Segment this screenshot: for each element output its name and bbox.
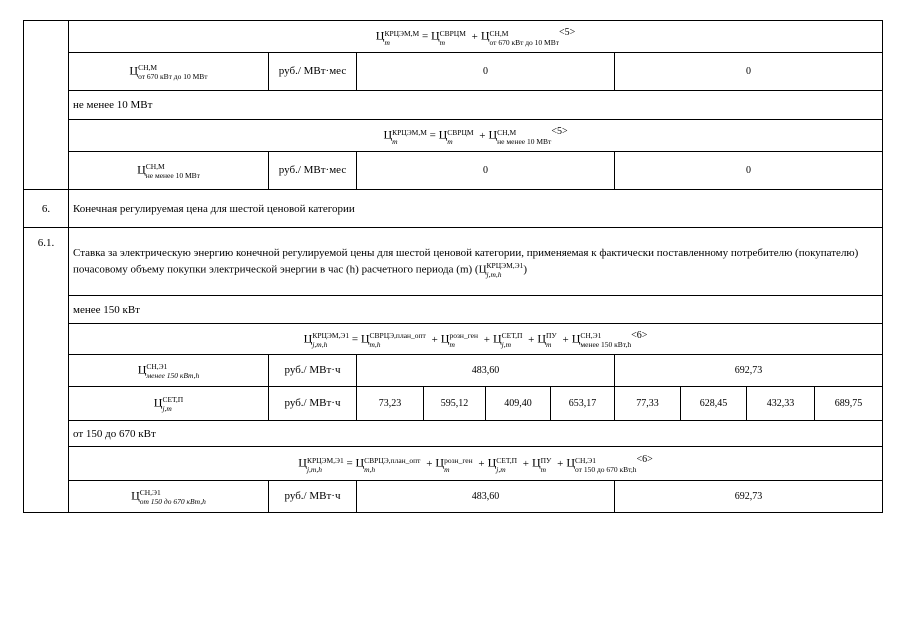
symbol-cell: Ц СН,Э1 менее 150 кВт,h	[69, 355, 269, 387]
formula: Ц КРЦЭМ,М m = Ц СВРЦМ m + Ц СН,М от 670 кВт до 10 МВт <5>	[69, 21, 883, 53]
value-cell: 692,73	[615, 481, 883, 513]
unit-cell: руб./ МВт·ч	[269, 481, 357, 513]
symbol-cell: Ц СЕТ,П j,m	[69, 387, 269, 421]
symbol-cell: Ц СН,М от 670 кВт до 10 МВт	[69, 53, 269, 91]
value-cell: 77,33	[615, 387, 681, 421]
value-cell: 0	[615, 53, 883, 91]
value-cell: 432,33	[747, 387, 815, 421]
value-cell: 483,60	[357, 355, 615, 387]
value-row-sn-m-10mw	[24, 152, 883, 190]
unit-cell: руб./ МВт·мес	[269, 53, 357, 91]
row-number-cell	[24, 21, 69, 190]
value-row-sn-e1-150-670kw	[24, 481, 883, 513]
row-number: 6.	[24, 190, 69, 228]
value-cell: 595,12	[424, 387, 486, 421]
group-heading: менее 150 кВт	[69, 296, 883, 324]
unit-cell: руб./ МВт·ч	[269, 387, 357, 421]
value-cell: 628,45	[681, 387, 747, 421]
value-cell: 0	[615, 152, 883, 190]
value-cell: 0	[357, 53, 615, 91]
formula-row-capacity-10mw	[24, 120, 883, 152]
formula-row-capacity-670kw-10mw	[24, 21, 883, 53]
value-row-sn-e1-150kw	[24, 355, 883, 387]
formula-row-150-670kw	[24, 447, 883, 481]
symbol-cell: Ц СН,Э1 от 150 до 670 кВт,h	[69, 481, 269, 513]
unit-cell: руб./ МВт·мес	[269, 152, 357, 190]
symbol-cell: Ц СН,М не менее 10 МВт	[69, 152, 269, 190]
formula: Ц КРЦЭМ,Э1 j,m,h = Ц СВРЦЭ,план_опт m,h + Ц розн_ген m + Ц СЕТ,П j,m + Ц ПУ m + Ц СН,Э1 менее 150 кВт,h <6>	[69, 324, 883, 355]
section-row-6	[24, 190, 883, 228]
section-description: Ставка за электрическую энергию конечной регулируемой цены для шестой ценовой категории, применяемая к фактически поставленному потребителю (покупателю) почасовому объему покупки электрической энергии в час (h) расчетного периода (m) (Ц КРЦЭМ,Э1 j,m,h )	[69, 228, 883, 296]
group-heading: от 150 до 670 кВт	[69, 421, 883, 447]
value-cell: 483,60	[357, 481, 615, 513]
heading-row-150-670kw	[24, 421, 883, 447]
heading-row-10mw	[24, 91, 883, 120]
value-cell: 73,23	[357, 387, 424, 421]
unit-cell: руб./ МВт·ч	[269, 355, 357, 387]
tariff-table	[23, 20, 883, 513]
value-cell: 0	[357, 152, 615, 190]
value-row-sn-m-670kw-10mw	[24, 53, 883, 91]
value-cell: 692,73	[615, 355, 883, 387]
value-cell: 689,75	[815, 387, 883, 421]
formula: Ц КРЦЭМ,М m = Ц СВРЦМ m + Ц СН,М не менее 10 МВт <5>	[69, 120, 883, 152]
group-heading: не менее 10 МВт	[69, 91, 883, 120]
formula: Ц КРЦЭМ,Э1 j,m,h = Ц СВРЦЭ,план_опт m,h + Ц розн_ген m + Ц СЕТ,П j,m + Ц ПУ m + Ц СН,Э1 от 150 до 670 кВт,h <6>	[69, 447, 883, 481]
value-cell: 409,40	[486, 387, 551, 421]
value-cell: 653,17	[551, 387, 615, 421]
heading-row-150kw	[24, 296, 883, 324]
section-row-6-1	[24, 228, 883, 296]
value-row-set-p	[24, 387, 883, 421]
formula-row-150kw	[24, 324, 883, 355]
section-title: Конечная регулируемая цена для шестой ценовой категории	[69, 190, 883, 228]
row-number: 6.1.	[24, 228, 69, 513]
